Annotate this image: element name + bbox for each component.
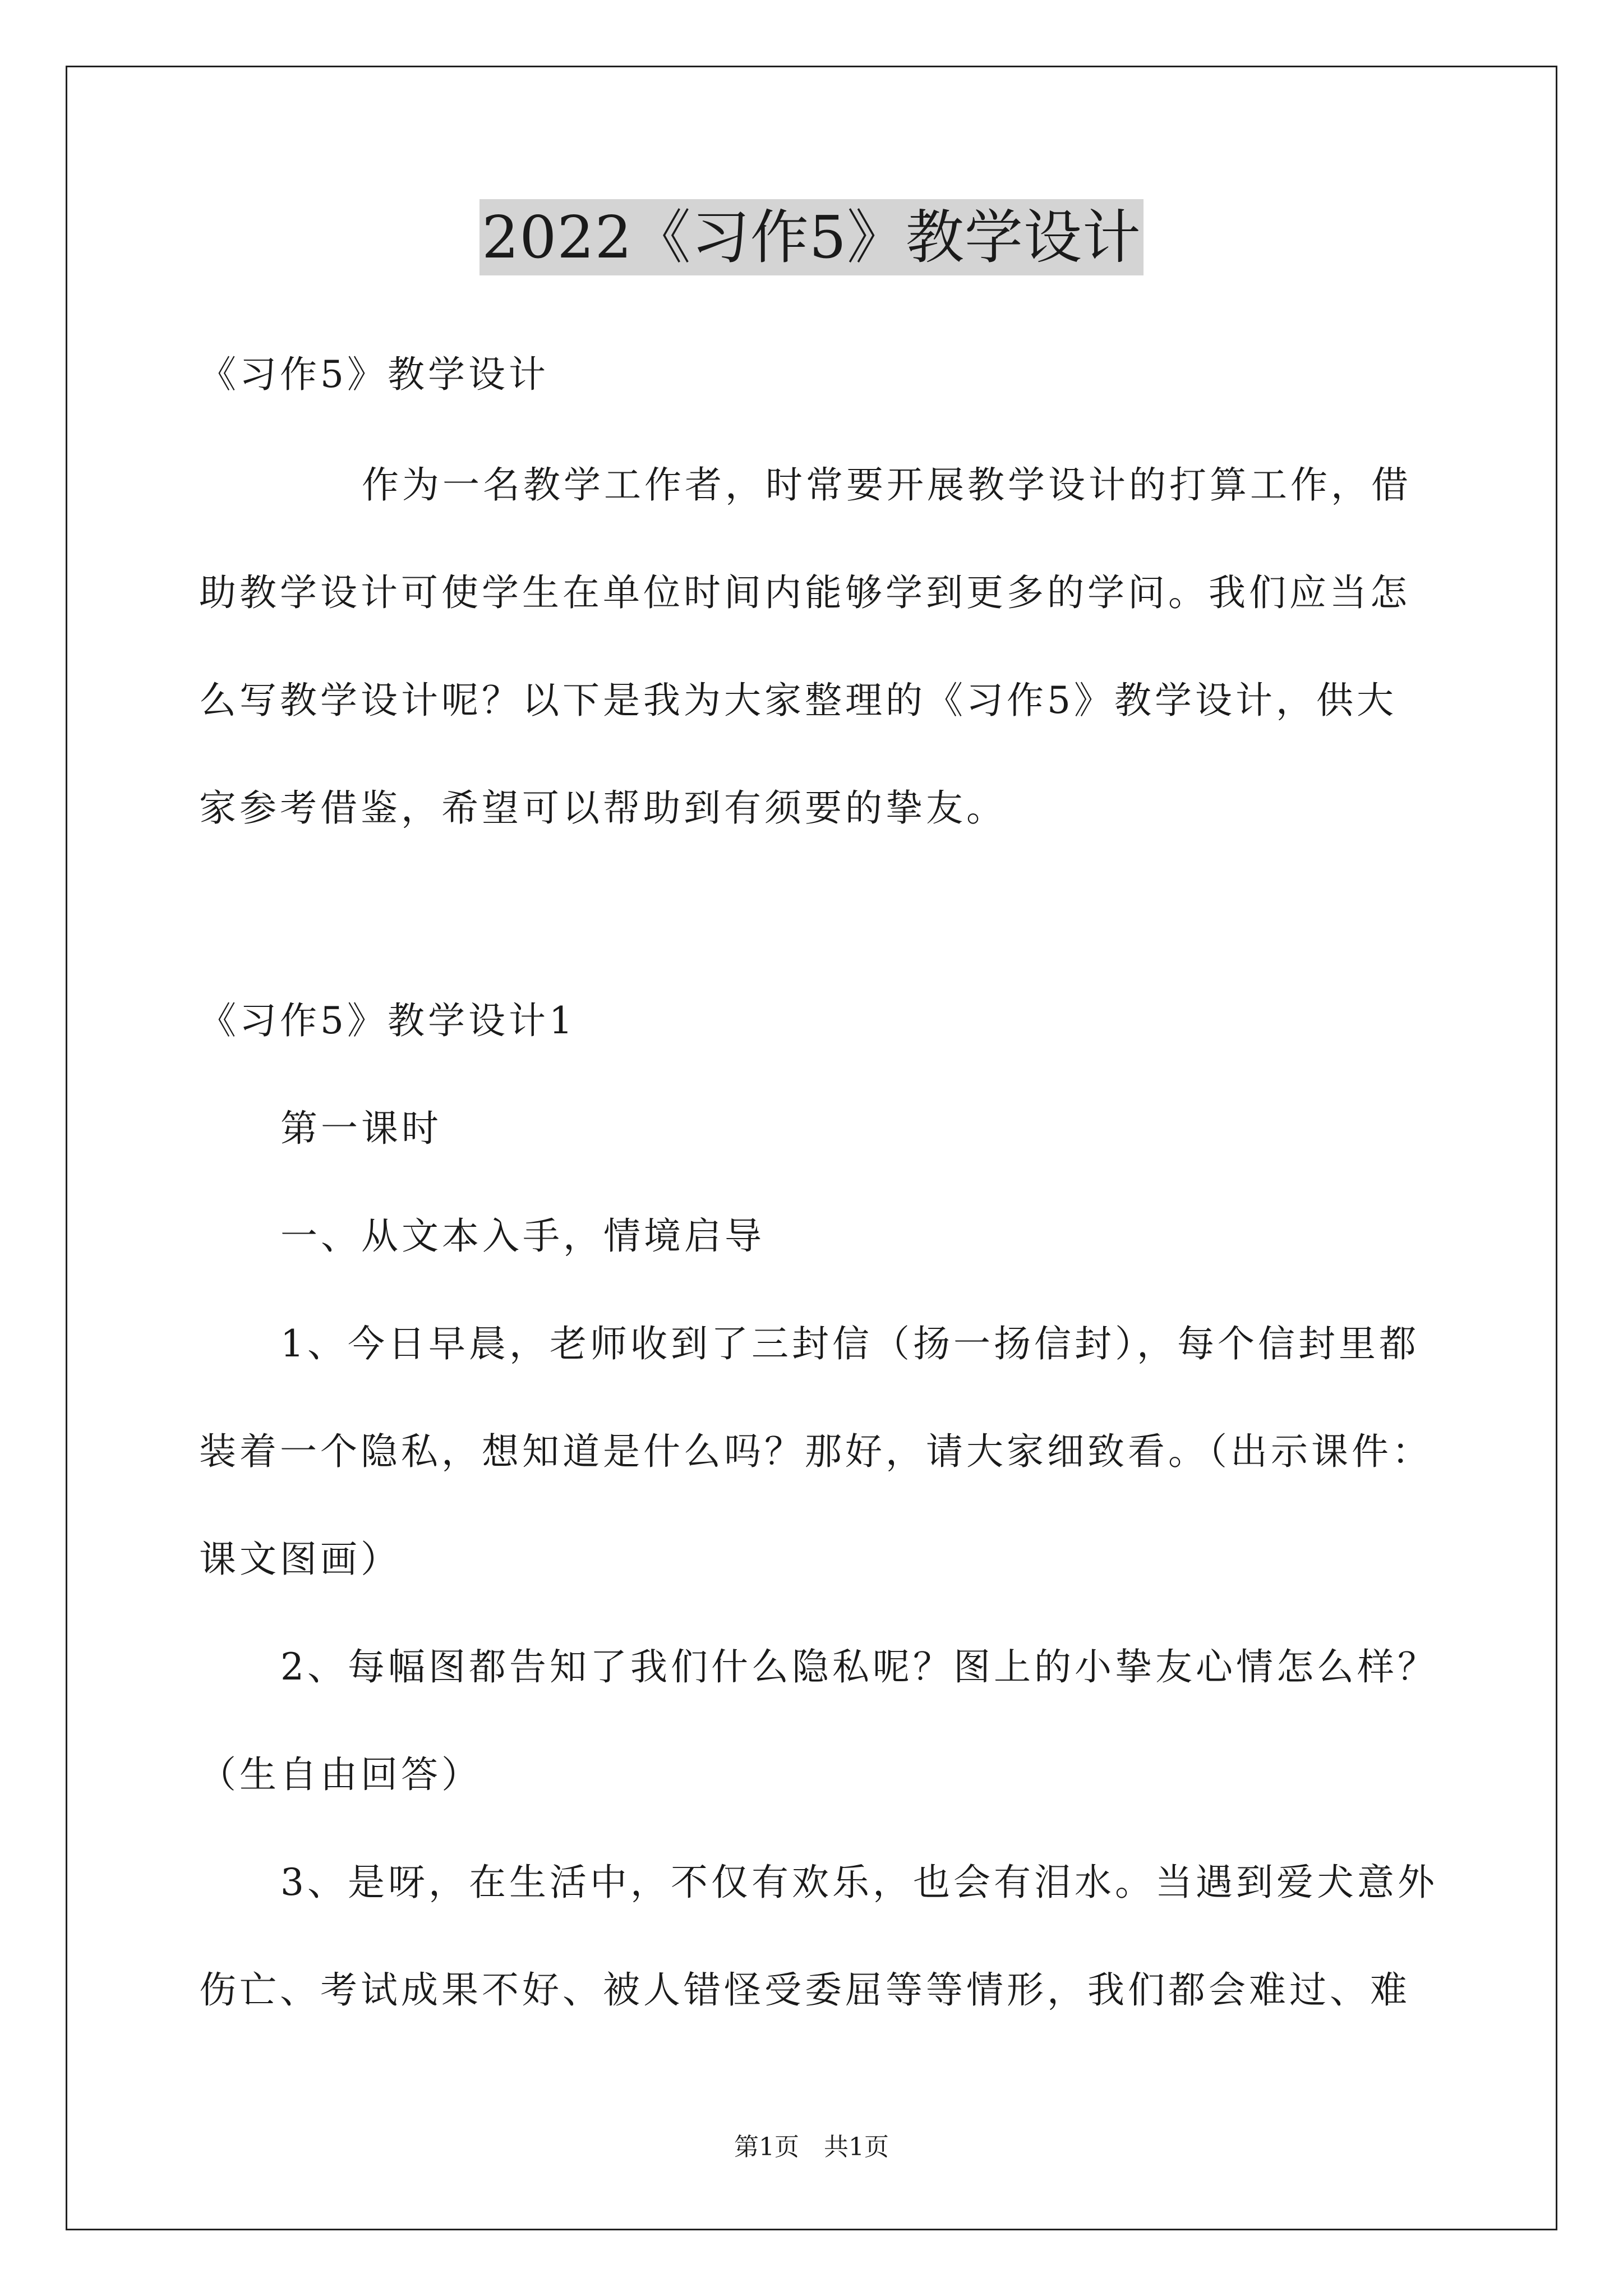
paragraph-line: 2、每幅图都告知了我们什么隐私呢？图上的小挚友心情怎么样？ xyxy=(280,1645,1438,1688)
paragraph-line: 作为一名教学工作者，时常要开展教学设计的打算工作，借 xyxy=(362,463,1412,507)
paragraph-line: 助教学设计可使学生在单位时间内能够学到更多的学问。我们应当怎 xyxy=(199,571,1410,614)
lesson-heading: 第一课时 xyxy=(280,1107,442,1150)
paragraph-line: 家参考借鉴，希望可以帮助到有须要的挚友。 xyxy=(199,786,1007,830)
section-heading: 《习作5》教学设计1 xyxy=(199,999,576,1042)
subtitle-line: 《习作5》教学设计 xyxy=(199,353,549,396)
paragraph-line: 装着一个隐私，想知道是什么吗？那好，请大家细致看。（出示课件： xyxy=(199,1430,1432,1473)
paragraph-line: 3、是呀，在生活中，不仅有欢乐，也会有泪水。当遇到爱犬意外 xyxy=(280,1861,1438,1904)
paragraph-line: 课文图画） xyxy=(199,1538,401,1581)
paragraph-line: 1、今日早晨，老师收到了三封信（扬一扬信封），每个信封里都 xyxy=(280,1322,1419,1365)
paragraph-line: 么写教学设计呢？以下是我为大家整理的《习作5》教学设计，供大 xyxy=(199,679,1397,722)
paragraph-line: （生自由回答） xyxy=(199,1753,482,1796)
title-container xyxy=(0,199,1623,275)
step-heading: 一、从文本入手，情境启导 xyxy=(280,1214,765,1258)
paragraph-line: 伤亡、考试成果不好、被人错怪受委屈等等情形，我们都会难过、难 xyxy=(199,1968,1410,2012)
page-footer: 第1页 共1页 xyxy=(734,2133,889,2161)
document-title: 2022《习作5》教学设计 xyxy=(479,199,1144,275)
